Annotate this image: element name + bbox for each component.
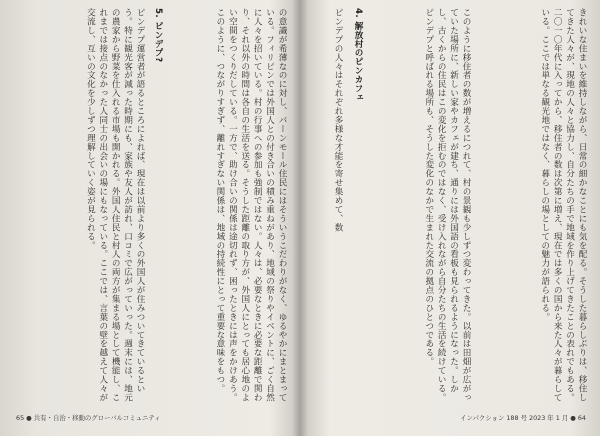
left-section-heading <box>150 8 164 404</box>
left-upper-text: の意識が希薄なのに対し、バーンモール住民にはそういうこだわりがなく、ゆるやかにまとまっている。フィリピンでは外国人との付き合いの積み重ねがあり、地域の祭りやイベントに、ごく自然に人々を招いている。村の行事への参加も強制ではない。人々は、必要なときに必要な距離で関わり、それ以外の時間は各自の生活を送る。そうした距離の取り方が、外国人にとっても居心地のよい空間をつくりだしている。一方で、助け合いの関係は途切れず、困ったときには声をかけあう。このように、つながりすぎず、離れすぎない関係は、地域の持続性にとって重要な意味をもつ。 <box>214 8 287 402</box>
right-page <box>314 8 588 422</box>
right-section-heading <box>348 8 364 404</box>
right-upper-text: きれいな住まいを維持しながら、日常の細かなことにも気を配る。そうした暮らしぶりは、移住してきた人々が、現地の人々と協力し、自分たちの手で地域を作り上げてきたことの表れでもある。二〇一〇年代に入ってから、移住者の数は次第に増え、現在では多くの国から来た人々が暮らしている。ここでは単なる観光地ではなく、暮らしの場としての魅力が語られる。 <box>539 8 587 402</box>
right-folio: インパクション 188 号 2023 年 1 月 ● 64 <box>460 414 586 422</box>
page-gutter <box>292 0 308 436</box>
left-lower-text: ピンデプ運営者が語るところによれば、現在は以前より多くの外国人が住みついてきているという。特に観光客が減った時期にも、家族や友人が訪れ、口コミで広がっていった。週末には、地元の農家から野菜を仕入れる市場も開かれる。外国人住民と村人の両方が集まる場として機能し、これまでは接点のなかった人同士の出会いの場にもなっている。ここでは、言葉の壁を越えて人々が交流し、互いの文化を少しずつ理解していく姿が見られる。 <box>85 8 145 402</box>
left-folio: 65 ● 共有・自治・移動のグローバルコミュニティ <box>16 414 161 422</box>
section-5-title: 5. ピンデプ? <box>153 8 163 63</box>
section-4-title: 4. 解放村のピンカフェ <box>353 8 363 102</box>
right-section-subtext: ピンデプの人々はそれぞれ多様な才能を寄せ集めて、数 <box>333 8 343 232</box>
left-page <box>12 8 288 422</box>
right-lower-text: このように移住者の数が増えるにつれて、村の景観も少しずつ変わってきた。以前は田畑が広がっていた場所に、新しい家やカフェが建ち、通りには外国語の看板も見られるようになった。しかし、古くからの住民はこの変化を拒むのではなく、受け入れながら自分たちの生活を続けている。ピンデプと呼ばれる場所も、そうした変化のなかで生まれた交流の拠点のひとつである。 <box>423 8 471 402</box>
